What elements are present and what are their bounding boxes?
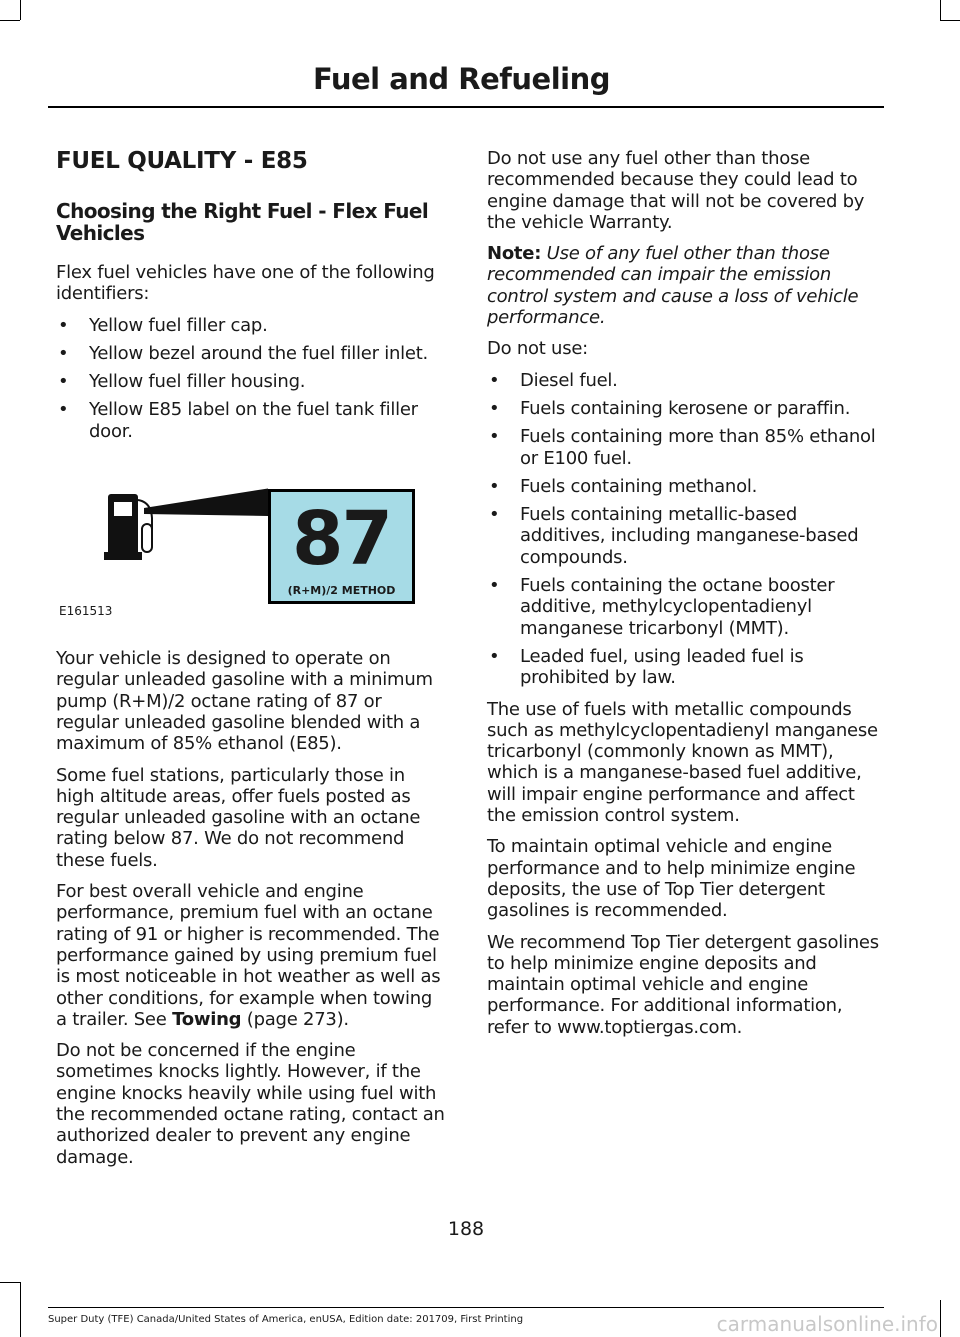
list-item: • Yellow fuel filler cap.	[56, 315, 448, 336]
watermark: carmanualsonline.info	[716, 1312, 938, 1336]
towing-reference-link[interactable]: Towing	[172, 1008, 242, 1030]
list-item: • Yellow bezel around the fuel filler inlet.	[56, 343, 448, 364]
paragraph: Do not use any fuel other than those recommended because they could lead to engine damage that will not be covered by the vehicle Warranty.	[487, 148, 865, 233]
crop-mark	[20, 1282, 21, 1337]
crop-mark	[20, 0, 21, 20]
header-rule	[48, 106, 884, 108]
list-item: • Fuels containing metallic-based additives, including manganese-based compounds.	[487, 504, 881, 568]
footer-rule	[48, 1307, 884, 1308]
paragraph: Some fuel stations, particularly those in high altitude areas, offer fuels posted as regular unleaded gasoline with an octane rating below 87. We do not recommend these fuels.	[56, 764, 421, 871]
right-column	[487, 148, 881, 1048]
octane-label-figure	[56, 470, 448, 630]
crop-mark	[0, 20, 20, 21]
crop-mark	[940, 20, 960, 21]
paragraph: The use of fuels with metallic compounds such as methylcyclopentadienyl manganese tricarbonyl (commonly known as MMT), which is a manganese-based fuel additive, will impair engine performance and affect the emission control system.	[487, 698, 878, 827]
fuel-pump-icon	[56, 478, 268, 598]
paragraph: Do not be concerned if the engine sometimes knocks lightly. However, if the engine knocks heavily while using fuel with the recommended octane rating, contact an authorized dealer to prevent any engine damage.	[56, 1040, 445, 1168]
figure-code: E161513	[59, 604, 113, 619]
page-reference: (page 273).	[241, 1008, 349, 1030]
prohibited-fuel-list	[487, 370, 881, 689]
intro-paragraph: Flex fuel vehicles have one of the following identifiers:	[56, 262, 435, 305]
list-item: • Fuels containing methanol.	[487, 476, 881, 497]
list-item: • Fuels containing the octane booster additive, methylcyclopentadienyl manganese tricarbonyl (MMT).	[487, 575, 881, 639]
note	[487, 243, 881, 328]
paragraph: To maintain optimal vehicle and engine performance and to help minimize engine deposits, the use of Top Tier detergent gasolines is recommended.	[487, 836, 856, 922]
paragraph: Your vehicle is designed to operate on regular unleaded gasoline with a minimum pump (R+M)/2 octane rating of 87 or regular unleaded gasoline blended with a maximum of 85% ethanol (E85).	[56, 648, 433, 755]
do-not-use-heading: Do not use:	[487, 338, 588, 360]
left-column	[56, 148, 448, 1178]
list-item: • Fuels containing kerosene or paraffin.	[487, 398, 881, 419]
edition-footer: Super Duty (TFE) Canada/United States of America, enUSA, Edition date: 201709, First Printing	[48, 1314, 524, 1325]
crop-mark	[0, 1282, 20, 1283]
list-item: • Leaded fuel, using leaded fuel is prohibited by law.	[487, 646, 881, 689]
paragraph-text: For best overall vehicle and engine performance, premium fuel with an octane rating of 91 or higher is recommended. The performance gained by using premium fuel is most noticeable in hot weather as well as other conditions, for example when towing a trailer. See	[56, 881, 441, 1030]
octane-number: 87	[292, 496, 391, 583]
page-number: 188	[447, 1218, 485, 1240]
paragraph-towing	[56, 881, 448, 1030]
page-header-title: Fuel and Refueling	[312, 62, 610, 96]
list-item: • Fuels containing more than 85% ethanol or E100 fuel.	[487, 426, 881, 469]
octane-rating-label	[268, 489, 415, 604]
note-label: Note:	[487, 243, 542, 265]
section-heading: FUEL QUALITY - E85	[56, 148, 308, 174]
paragraph: We recommend Top Tier detergent gasolines to help minimize engine deposits and maintain optimal vehicle and engine performance. For additional information, refer to www.toptiergas.com.	[487, 931, 879, 1038]
crop-mark	[940, 0, 941, 20]
identifier-list	[56, 315, 448, 442]
list-item: • Yellow fuel filler housing.	[56, 371, 448, 392]
note-text: Use of any fuel other than those recommended can impair the emission control system and cause a loss of vehicle performance.	[487, 243, 859, 329]
list-item: • Yellow E85 label on the fuel tank filler door.	[56, 399, 448, 442]
subsection-heading: Choosing the Right Fuel - Flex Fuel Vehicles	[56, 199, 429, 245]
octane-method: (R+M)/2 METHOD	[287, 584, 396, 598]
crop-mark	[940, 1300, 941, 1337]
list-item: • Diesel fuel.	[487, 370, 881, 391]
